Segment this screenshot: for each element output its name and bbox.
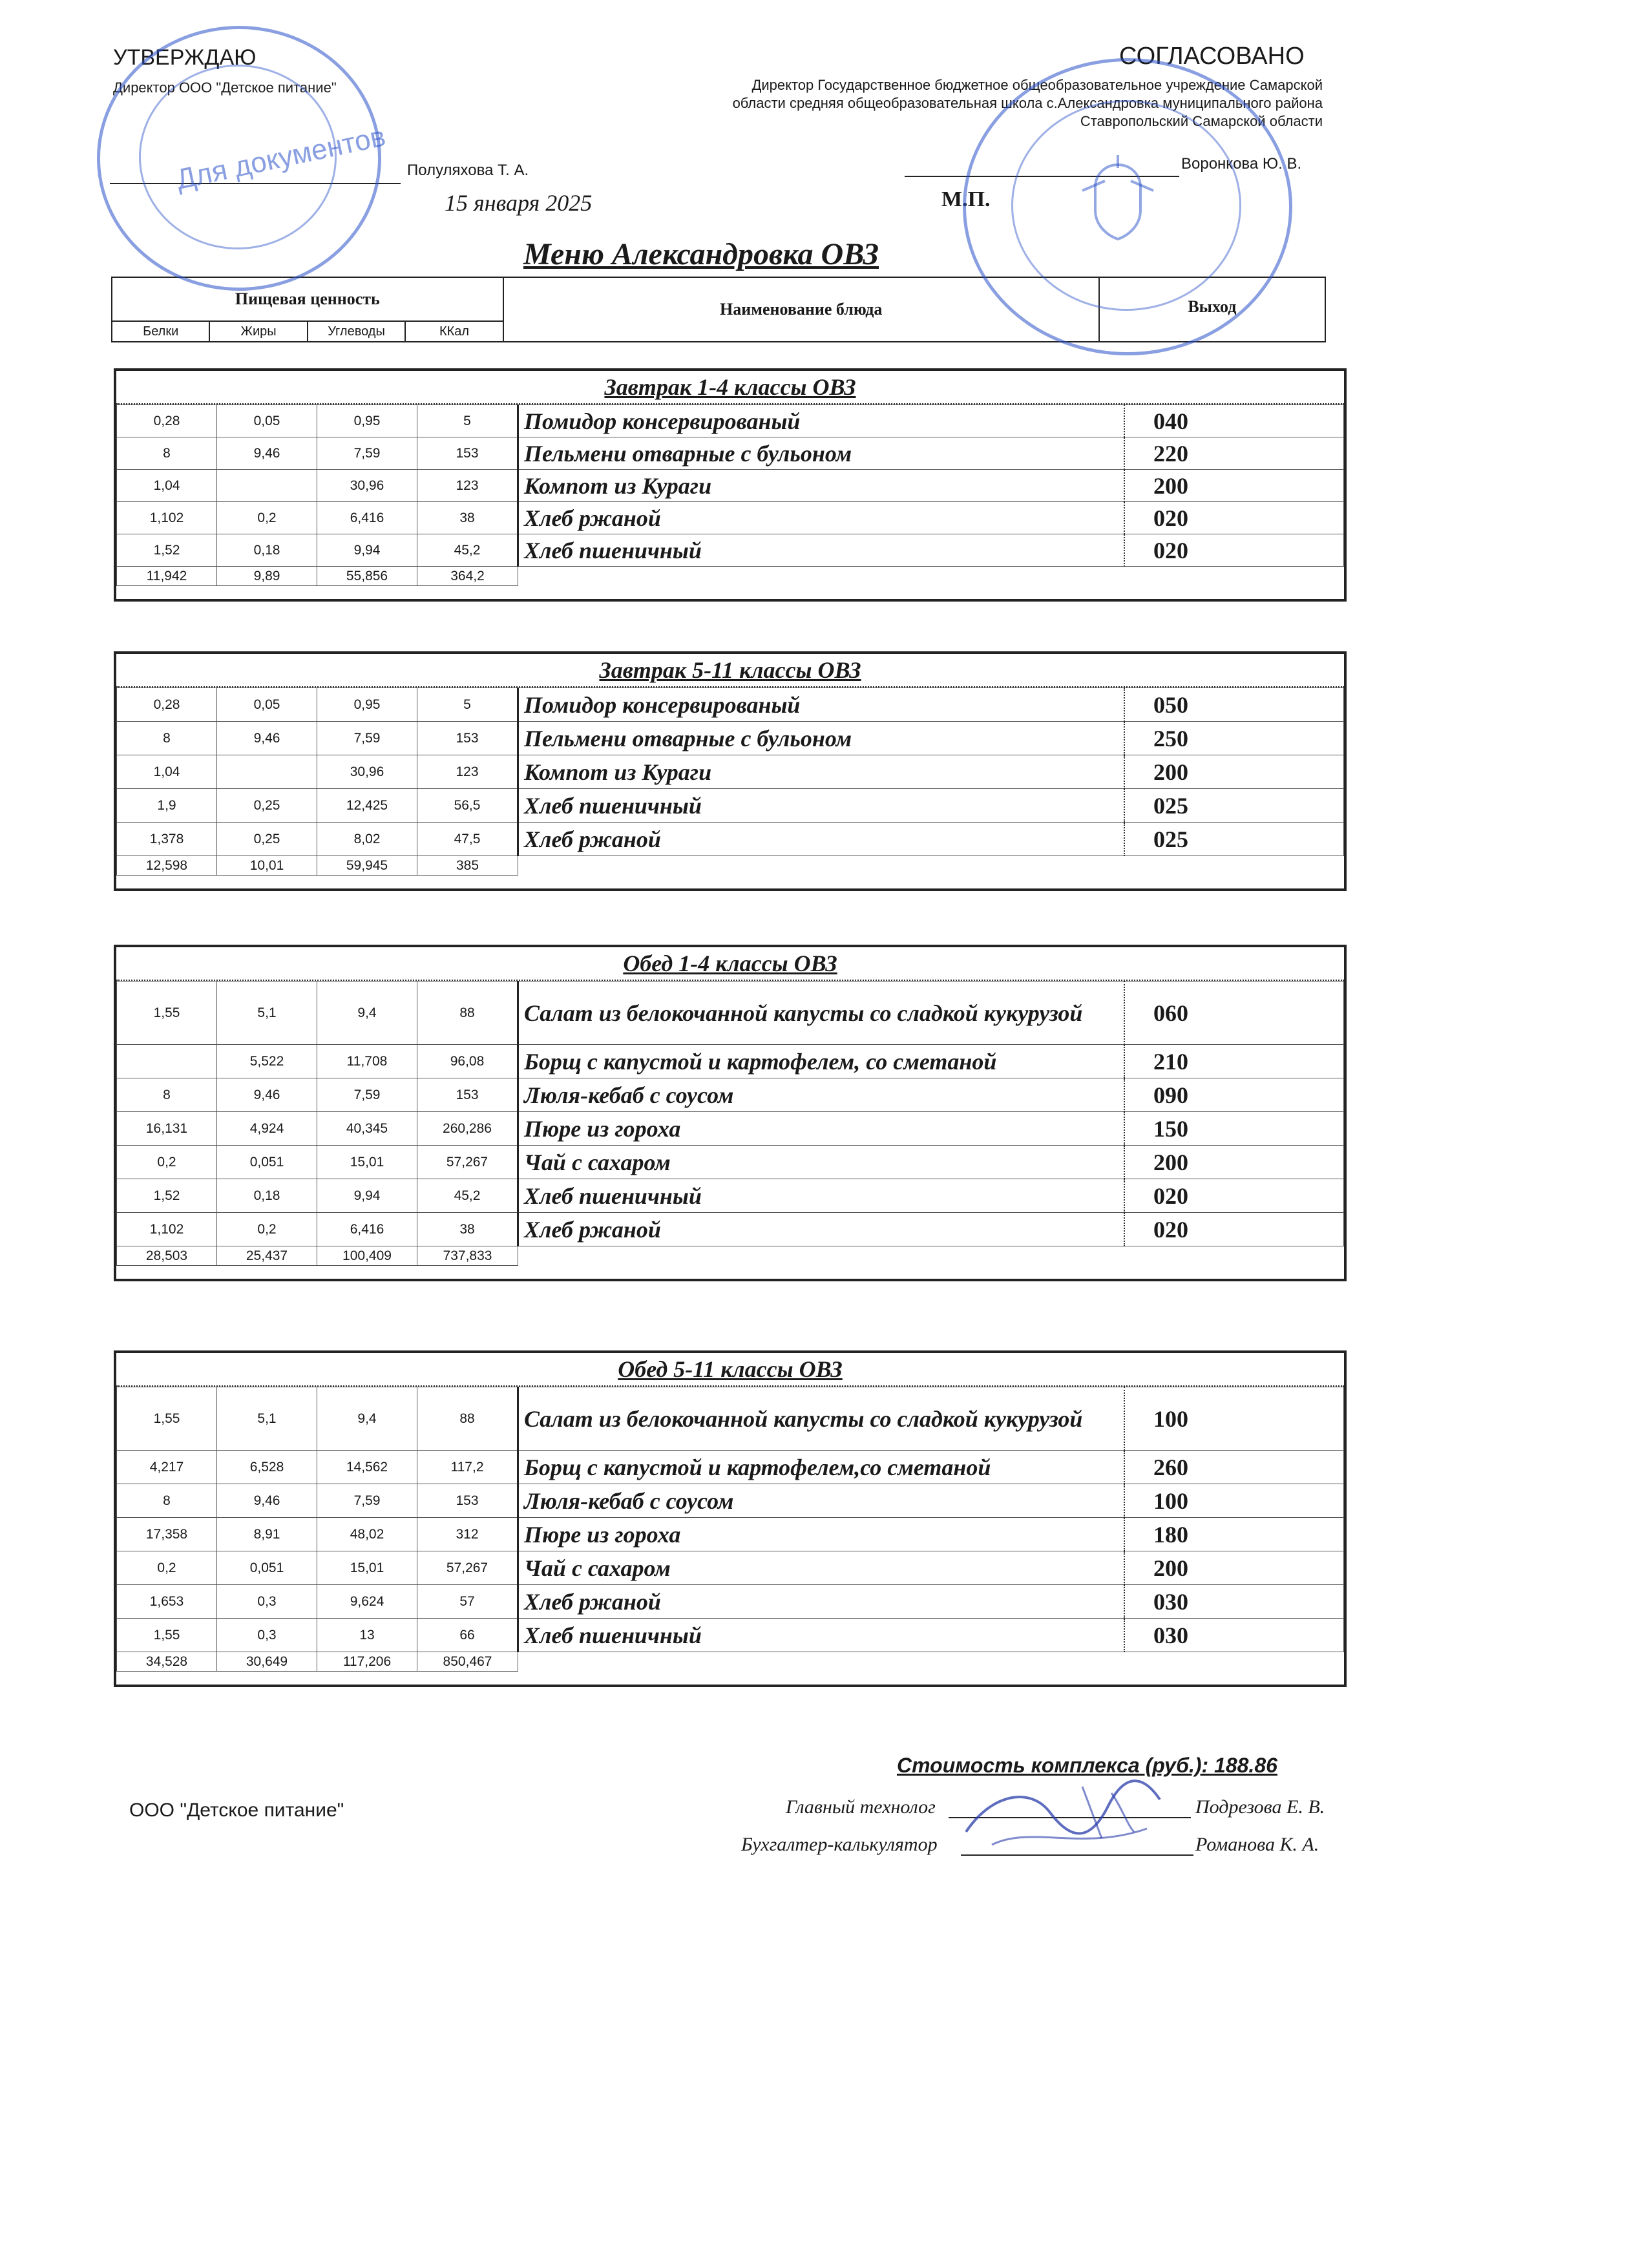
fats-cell: 9,46	[217, 1484, 317, 1518]
total-fats: 10,01	[217, 856, 317, 876]
dish-name-cell: Чай с сахаром	[518, 1146, 1125, 1179]
total-carbs: 55,856	[317, 567, 417, 586]
proteins-cell	[117, 1045, 217, 1078]
output-cell: 040	[1124, 405, 1344, 437]
fats-cell: 0,18	[217, 534, 317, 567]
totals-row	[117, 856, 1344, 876]
output-cell: 150	[1124, 1112, 1344, 1146]
table-row	[117, 1451, 1344, 1484]
dish-name-cell: Хлеб пшеничный	[518, 534, 1125, 567]
fats-cell: 0,25	[217, 789, 317, 823]
fats-cell: 0,051	[217, 1551, 317, 1585]
total-proteins: 34,528	[117, 1652, 217, 1672]
carbs-cell: 9,4	[317, 982, 417, 1045]
fats-cell	[217, 755, 317, 789]
table-row	[117, 1179, 1344, 1213]
carbs-cell: 15,01	[317, 1146, 417, 1179]
total-proteins: 28,503	[117, 1246, 217, 1266]
menu-title: Меню Александровка ОВЗ	[523, 237, 879, 271]
kcal-cell: 153	[417, 437, 518, 470]
dish-name-cell: Люля-кебаб с соусом	[518, 1484, 1125, 1518]
dish-name-cell: Салат из белокочанной капусты со сладкой кукурузой	[518, 982, 1125, 1045]
output-header: Выход	[1099, 277, 1325, 342]
table-row	[117, 688, 1344, 722]
table-row	[117, 823, 1344, 856]
fats-cell: 4,924	[217, 1112, 317, 1146]
proteins-cell: 1,102	[117, 502, 217, 534]
dish-name-cell: Борщ с капустой и картофелем, со сметаной	[518, 1045, 1125, 1078]
section-table	[116, 688, 1344, 876]
fats-cell: 0,051	[217, 1146, 317, 1179]
carbs-cell: 14,562	[317, 1451, 417, 1484]
dish-name-cell: Хлеб ржаной	[518, 823, 1125, 856]
menu-section	[114, 651, 1347, 891]
totals-filler	[518, 1652, 1344, 1672]
fats-cell	[217, 470, 317, 502]
kcal-cell: 38	[417, 1213, 518, 1246]
kcal-cell: 88	[417, 1387, 518, 1451]
proteins-cell: 1,9	[117, 789, 217, 823]
output-cell: 020	[1124, 1213, 1344, 1246]
section-bottom-space	[116, 586, 1344, 599]
proteins-cell: 1,04	[117, 755, 217, 789]
approve-role: Директор ООО "Детское питание"	[113, 79, 337, 96]
output-cell: 030	[1124, 1585, 1344, 1619]
kcal-cell: 5	[417, 405, 518, 437]
output-cell: 200	[1124, 470, 1344, 502]
dish-name-cell: Хлеб ржаной	[518, 1585, 1125, 1619]
table-row	[117, 1585, 1344, 1619]
output-cell: 100	[1124, 1387, 1344, 1451]
carbs-cell: 9,4	[317, 1387, 417, 1451]
output-cell: 020	[1124, 534, 1344, 567]
carbs-cell: 40,345	[317, 1112, 417, 1146]
table-row	[117, 1551, 1344, 1585]
carbs-cell: 6,416	[317, 502, 417, 534]
table-row	[117, 1146, 1344, 1179]
agreed-line-2: области средняя общеобразовательная школа с.Александровка муниципального района	[732, 95, 1323, 111]
proteins-cell: 8	[117, 722, 217, 755]
carbs-cell: 15,01	[317, 1551, 417, 1585]
fats-cell: 5,1	[217, 982, 317, 1045]
output-cell: 025	[1124, 823, 1344, 856]
table-row	[117, 1213, 1344, 1246]
carbs-cell: 6,416	[317, 1213, 417, 1246]
total-fats: 9,89	[217, 567, 317, 586]
section-title: Завтрак 1-4 классы ОВЗ	[116, 371, 1344, 404]
fats-cell: 0,3	[217, 1585, 317, 1619]
table-row	[117, 1484, 1344, 1518]
proteins-cell: 0,28	[117, 405, 217, 437]
table-row	[117, 1045, 1344, 1078]
kcal-cell: 66	[417, 1619, 518, 1652]
kcal-cell: 57,267	[417, 1146, 518, 1179]
carbs-cell: 30,96	[317, 755, 417, 789]
output-cell: 050	[1124, 688, 1344, 722]
output-cell: 260	[1124, 1451, 1344, 1484]
dish-name-header: Наименование блюда	[503, 277, 1099, 342]
footer-org: ООО "Детское питание"	[129, 1800, 344, 1821]
carbs-cell: 0,95	[317, 688, 417, 722]
carbs-header: Углеводы	[308, 321, 406, 342]
fats-cell: 0,2	[217, 502, 317, 534]
total-proteins: 12,598	[117, 856, 217, 876]
section-table	[116, 404, 1344, 586]
dish-name-cell: Люля-кебаб с соусом	[518, 1078, 1125, 1112]
agreed-title: СОГЛАСОВАНО	[1119, 43, 1305, 70]
fats-cell: 0,05	[217, 405, 317, 437]
carbs-cell: 9,624	[317, 1585, 417, 1619]
carbs-cell: 9,94	[317, 1179, 417, 1213]
proteins-cell: 1,04	[117, 470, 217, 502]
table-row	[117, 982, 1344, 1045]
section-title: Обед 5-11 классы ОВЗ	[116, 1353, 1344, 1387]
section-title: Обед 1-4 классы ОВЗ	[116, 947, 1344, 981]
section-table	[116, 981, 1344, 1266]
proteins-cell: 1,52	[117, 1179, 217, 1213]
proteins-cell: 8	[117, 437, 217, 470]
dish-name-cell: Пюре из гороха	[518, 1518, 1125, 1551]
proteins-cell: 1,55	[117, 982, 217, 1045]
output-cell: 020	[1124, 502, 1344, 534]
dish-name-cell: Чай с сахаром	[518, 1551, 1125, 1585]
proteins-cell: 1,55	[117, 1619, 217, 1652]
agreed-line-3: Ставропольский Самарской области	[1080, 113, 1323, 129]
menu-section	[114, 1350, 1347, 1687]
table-row	[117, 1518, 1344, 1551]
proteins-cell: 1,102	[117, 1213, 217, 1246]
kcal-cell: 117,2	[417, 1451, 518, 1484]
proteins-cell: 16,131	[117, 1112, 217, 1146]
output-cell: 200	[1124, 755, 1344, 789]
total-carbs: 59,945	[317, 856, 417, 876]
proteins-cell: 8	[117, 1078, 217, 1112]
dish-name-cell: Хлеб пшеничный	[518, 789, 1125, 823]
kcal-cell: 47,5	[417, 823, 518, 856]
output-cell: 030	[1124, 1619, 1344, 1652]
carbs-cell: 7,59	[317, 1484, 417, 1518]
kcal-cell: 153	[417, 1484, 518, 1518]
total-kcal: 364,2	[417, 567, 518, 586]
dish-name-cell: Пельмени отварные с бульоном	[518, 722, 1125, 755]
document-date: 15 января 2025	[445, 190, 593, 216]
fats-cell: 5,522	[217, 1045, 317, 1078]
dish-name-cell: Пельмени отварные с бульоном	[518, 437, 1125, 470]
output-cell: 090	[1124, 1078, 1344, 1112]
tech-signature	[953, 1767, 1173, 1864]
table-row	[117, 1112, 1344, 1146]
totals-row	[117, 1246, 1344, 1266]
fats-header: Жиры	[209, 321, 307, 342]
proteins-cell: 4,217	[117, 1451, 217, 1484]
kcal-cell: 38	[417, 502, 518, 534]
totals-filler	[518, 1246, 1344, 1266]
output-cell: 220	[1124, 437, 1344, 470]
fats-cell: 6,528	[217, 1451, 317, 1484]
kcal-cell: 5	[417, 688, 518, 722]
section-table	[116, 1387, 1344, 1672]
proteins-cell: 0,28	[117, 688, 217, 722]
proteins-cell: 1,378	[117, 823, 217, 856]
fats-cell: 9,46	[217, 722, 317, 755]
kcal-cell: 312	[417, 1518, 518, 1551]
fats-cell: 8,91	[217, 1518, 317, 1551]
table-row	[117, 437, 1344, 470]
table-row	[117, 1619, 1344, 1652]
dish-name-cell: Пюре из гороха	[518, 1112, 1125, 1146]
output-cell: 025	[1124, 789, 1344, 823]
fats-cell: 0,18	[217, 1179, 317, 1213]
dish-name-cell: Хлеб ржаной	[518, 502, 1125, 534]
table-row	[117, 502, 1344, 534]
section-bottom-space	[116, 876, 1344, 888]
output-cell: 200	[1124, 1551, 1344, 1585]
kcal-cell: 153	[417, 1078, 518, 1112]
dish-name-cell: Помидор консервированый	[518, 405, 1125, 437]
table-row	[117, 534, 1344, 567]
table-row	[117, 722, 1344, 755]
left-stamp-text: Для документов	[173, 120, 388, 196]
proteins-cell: 1,55	[117, 1387, 217, 1451]
table-row	[117, 789, 1344, 823]
carbs-cell: 0,95	[317, 405, 417, 437]
kcal-cell: 260,286	[417, 1112, 518, 1146]
kcal-cell: 153	[417, 722, 518, 755]
kcal-cell: 123	[417, 470, 518, 502]
total-fats: 25,437	[217, 1246, 317, 1266]
carbs-cell: 13	[317, 1619, 417, 1652]
table-row	[117, 1078, 1344, 1112]
carbs-cell: 7,59	[317, 722, 417, 755]
dish-name-cell: Помидор консервированый	[518, 688, 1125, 722]
total-kcal: 385	[417, 856, 518, 876]
carbs-cell: 7,59	[317, 1078, 417, 1112]
dish-name-cell: Хлеб пшеничный	[518, 1179, 1125, 1213]
nutrition-header: Пищевая ценность	[112, 277, 503, 321]
table-row	[117, 470, 1344, 502]
kcal-cell: 45,2	[417, 1179, 518, 1213]
totals-row	[117, 567, 1344, 586]
output-cell: 250	[1124, 722, 1344, 755]
tech-name: Подрезова Е. В.	[1195, 1796, 1325, 1818]
dish-name-cell: Компот из Кураги	[518, 755, 1125, 789]
total-proteins: 11,942	[117, 567, 217, 586]
tech-role: Главный технолог	[786, 1796, 936, 1818]
output-cell: 210	[1124, 1045, 1344, 1078]
kcal-cell: 45,2	[417, 534, 518, 567]
coat-of-arms-icon	[1069, 152, 1166, 249]
kcal-cell: 123	[417, 755, 518, 789]
fats-cell: 9,46	[217, 437, 317, 470]
section-bottom-space	[116, 1266, 1344, 1279]
proteins-cell: 1,52	[117, 534, 217, 567]
kcal-cell: 88	[417, 982, 518, 1045]
carbs-cell: 7,59	[317, 437, 417, 470]
acc-role: Бухгалтер-калькулятор	[741, 1834, 938, 1855]
totals-filler	[518, 856, 1344, 876]
fats-cell: 5,1	[217, 1387, 317, 1451]
table-row	[117, 405, 1344, 437]
carbs-cell: 12,425	[317, 789, 417, 823]
fats-cell: 0,3	[217, 1619, 317, 1652]
total-kcal: 850,467	[417, 1652, 518, 1672]
totals-filler	[518, 567, 1344, 586]
carbs-cell: 9,94	[317, 534, 417, 567]
table-row	[117, 1387, 1344, 1451]
output-cell: 200	[1124, 1146, 1344, 1179]
output-cell: 100	[1124, 1484, 1344, 1518]
agreed-line-1: Директор Государственное бюджетное общеобразовательное учреждение Самарской	[751, 77, 1323, 93]
fats-cell: 0,05	[217, 688, 317, 722]
complex-cost: Стоимость комплекса (руб.): 188.86	[897, 1754, 1277, 1777]
output-cell: 060	[1124, 982, 1344, 1045]
carbs-cell: 48,02	[317, 1518, 417, 1551]
proteins-cell: 1,653	[117, 1585, 217, 1619]
dish-name-cell: Компот из Кураги	[518, 470, 1125, 502]
menu-section	[114, 368, 1347, 602]
fats-cell: 0,2	[217, 1213, 317, 1246]
approve-name: Полуляхова Т. А.	[407, 162, 529, 179]
kcal-header: ККал	[405, 321, 503, 342]
table-row	[117, 755, 1344, 789]
agreed-name: Воронкова Ю. В.	[1181, 155, 1302, 173]
fats-cell: 0,25	[217, 823, 317, 856]
dish-name-cell: Салат из белокочанной капусты со сладкой кукурузой	[518, 1387, 1125, 1451]
section-title: Завтрак 5-11 классы ОВЗ	[116, 654, 1344, 688]
kcal-cell: 56,5	[417, 789, 518, 823]
total-carbs: 100,409	[317, 1246, 417, 1266]
kcal-cell: 57,267	[417, 1551, 518, 1585]
carbs-cell: 30,96	[317, 470, 417, 502]
totals-row	[117, 1652, 1344, 1672]
section-bottom-space	[116, 1672, 1344, 1685]
output-cell: 180	[1124, 1518, 1344, 1551]
total-kcal: 737,833	[417, 1246, 518, 1266]
proteins-cell: 8	[117, 1484, 217, 1518]
approve-title: УТВЕРЖДАЮ	[113, 45, 257, 70]
proteins-cell: 0,2	[117, 1551, 217, 1585]
total-carbs: 117,206	[317, 1652, 417, 1672]
kcal-cell: 96,08	[417, 1045, 518, 1078]
dish-name-cell: Борщ с капустой и картофелем,со сметаной	[518, 1451, 1125, 1484]
fats-cell: 9,46	[217, 1078, 317, 1112]
total-fats: 30,649	[217, 1652, 317, 1672]
dish-name-cell: Хлеб пшеничный	[518, 1619, 1125, 1652]
output-cell: 020	[1124, 1179, 1344, 1213]
dish-name-cell: Хлеб ржаной	[518, 1213, 1125, 1246]
mp-label: М.П.	[941, 187, 991, 211]
menu-section	[114, 945, 1347, 1281]
carbs-cell: 11,708	[317, 1045, 417, 1078]
acc-name: Романова К. А.	[1195, 1834, 1319, 1855]
proteins-cell: 0,2	[117, 1146, 217, 1179]
proteins-cell: 17,358	[117, 1518, 217, 1551]
proteins-header: Белки	[112, 321, 209, 342]
kcal-cell: 57	[417, 1585, 518, 1619]
carbs-cell: 8,02	[317, 823, 417, 856]
